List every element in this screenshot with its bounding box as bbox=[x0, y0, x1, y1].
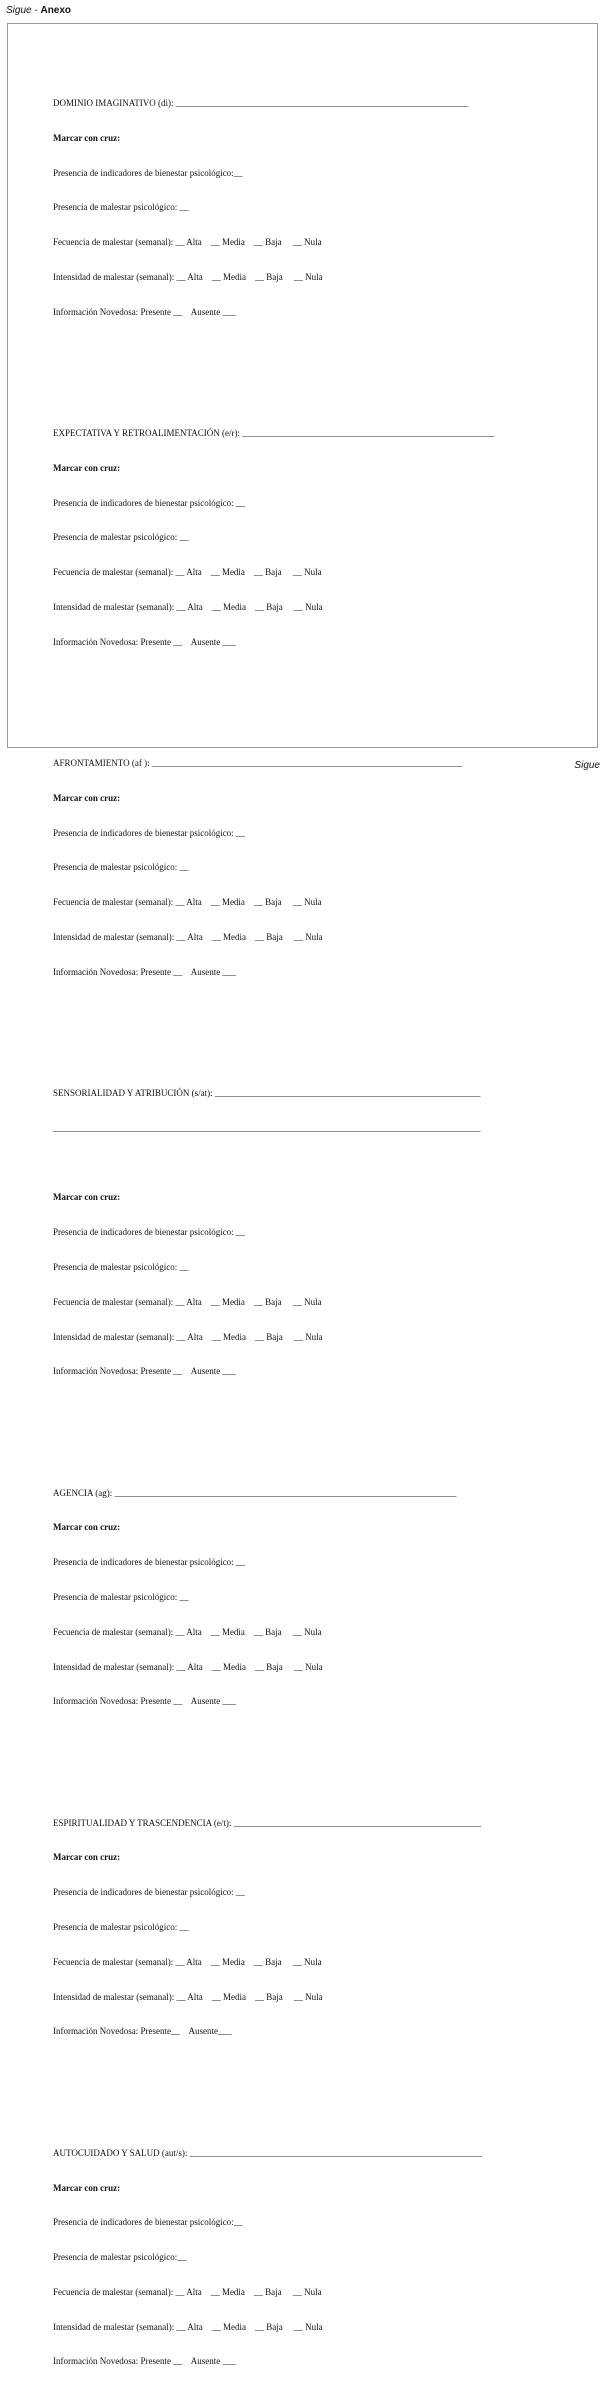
section-autocuidado bbox=[53, 2125, 523, 2392]
intensidad-line: Intensidad de malestar (semanal): __ Alta __ Media __ Baja __ Nula bbox=[53, 601, 323, 612]
malestar-line: Presencia de malestar psicológico: __ bbox=[53, 532, 189, 543]
section-agencia bbox=[53, 1464, 523, 1731]
intensidad-line: Intensidad de malestar (semanal): __ Alta __ Media __ Baja __ Nula bbox=[53, 271, 323, 282]
bienestar-line: Presencia de indicadores de bienestar psicológico: __ bbox=[53, 827, 245, 838]
bienestar-line: Presencia de indicadores de bienestar psicológico: __ bbox=[53, 497, 245, 508]
novedosa-line: Información Novedosa: Presente __ Ausente ___ bbox=[53, 636, 236, 647]
marcar-label: Marcar con cruz: bbox=[53, 2182, 121, 2193]
novedosa-line: Información Novedosa: Presente__ Ausente___ bbox=[53, 2026, 232, 2037]
section-title: AGENCIA (ag): ____________________________________________________________________________ bbox=[53, 1487, 457, 1498]
section-title: ESPIRITUALIDAD Y TRASCENDENCIA (e/t): _______________________________________________________ bbox=[53, 1817, 482, 1828]
malestar-line: Presencia de malestar psicológico: __ bbox=[53, 1592, 189, 1602]
section-title: AUTOCUIDADO Y SALUD (aut/s): _________________________________________________________________ bbox=[53, 2147, 483, 2158]
header-title: Anexo bbox=[40, 5, 72, 16]
bienestar-line: Presencia de indicadores de bienestar psicológico:__ bbox=[53, 2217, 243, 2228]
malestar-line: Presencia de malestar psicológico: __ bbox=[53, 1261, 189, 1272]
header-prefix: Sigue - bbox=[6, 5, 41, 16]
frecuencia-line: Fecuencia de malestar (semanal): __ Alta __ Media __ Baja __ Nula bbox=[53, 1296, 322, 1307]
novedosa-line: Información Novedosa: Presente __ Ausente ___ bbox=[53, 1366, 236, 1377]
marcar-label: Marcar con cruz: bbox=[53, 792, 121, 803]
section-title: AFRONTAMIENTO (af ): _____________________________________________________________________ bbox=[53, 758, 463, 769]
section-dominio-imaginativo bbox=[53, 75, 523, 342]
section-espiritualidad bbox=[53, 1795, 523, 2062]
bienestar-line: Presencia de indicadores de bienestar psicológico: __ bbox=[53, 1227, 245, 1238]
malestar-line: Presencia de malestar psicológico: __ bbox=[53, 862, 189, 873]
section-title: DOMINIO IMAGINATIVO (di): _________________________________________________________________ bbox=[53, 97, 469, 108]
page-footer: Sigue bbox=[574, 760, 600, 771]
novedosa-line: Información Novedosa: Presente __ Ausente ___ bbox=[53, 306, 236, 317]
bienestar-line: Presencia de indicadores de bienestar psicológico:__ bbox=[53, 167, 243, 178]
marcar-label: Marcar con cruz: bbox=[53, 1852, 121, 1863]
malestar-line: Presencia de malestar psicológico: __ bbox=[53, 1922, 189, 1933]
malestar-line: Presencia de malestar psicológico:__ bbox=[53, 2252, 187, 2263]
form-content bbox=[53, 40, 523, 2403]
intensidad-line: Intensidad de malestar (semanal): __ Alta __ Media __ Baja __ Nula bbox=[53, 1661, 323, 1672]
intensidad-line: Intensidad de malestar (semanal): __ Alta __ Media __ Baja __ Nula bbox=[53, 2321, 323, 2332]
section-title: SENSORIALIDAD Y ATRIBUCIÓN (s/at): ___________________________________________________________ bbox=[53, 1088, 481, 1099]
section-expectativa bbox=[53, 405, 523, 672]
bienestar-line: Presencia de indicadores de bienestar psicológico: __ bbox=[53, 1557, 245, 1568]
marcar-label: Marcar con cruz: bbox=[53, 1522, 121, 1533]
intensidad-line: Intensidad de malestar (semanal): __ Alta __ Media __ Baja __ Nula bbox=[53, 1991, 323, 2002]
frecuencia-line: Fecuencia de malestar (semanal): __ Alta __ Media __ Baja __ Nula bbox=[53, 237, 322, 248]
section-sensorialidad bbox=[53, 1065, 523, 1401]
bienestar-line: Presencia de indicadores de bienestar psicológico: __ bbox=[53, 1887, 245, 1898]
section-afrontamiento bbox=[53, 735, 523, 1002]
section-title-continuation: _______________________________________________________________________________________________ bbox=[53, 1122, 481, 1133]
marcar-label: Marcar con cruz: bbox=[53, 1192, 121, 1203]
frecuencia-line: Fecuencia de malestar (semanal): __ Alta __ Media __ Baja __ Nula bbox=[53, 897, 322, 908]
novedosa-line: Información Novedosa: Presente __ Ausente ___ bbox=[53, 2356, 236, 2367]
intensidad-line: Intensidad de malestar (semanal): __ Alta __ Media __ Baja __ Nula bbox=[53, 931, 323, 942]
malestar-line: Presencia de malestar psicológico: __ bbox=[53, 202, 189, 213]
frecuencia-line: Fecuencia de malestar (semanal): __ Alta __ Media __ Baja __ Nula bbox=[53, 1626, 322, 1637]
frecuencia-line: Fecuencia de malestar (semanal): __ Alta __ Media __ Baja __ Nula bbox=[53, 1956, 322, 1967]
page-header bbox=[6, 5, 71, 16]
novedosa-line: Información Novedosa: Presente __ Ausente ___ bbox=[53, 966, 236, 977]
marcar-label: Marcar con cruz: bbox=[53, 132, 121, 143]
intensidad-line: Intensidad de malestar (semanal): __ Alta __ Media __ Baja __ Nula bbox=[53, 1331, 323, 1342]
section-title: EXPECTATIVA Y RETROALIMENTACIÓN (e/r): ________________________________________________________ bbox=[53, 428, 495, 438]
frecuencia-line: Fecuencia de malestar (semanal): __ Alta __ Media __ Baja __ Nula bbox=[53, 2286, 322, 2297]
spacer-line bbox=[53, 1158, 523, 1170]
marcar-label: Marcar con cruz: bbox=[53, 462, 121, 473]
novedosa-line: Información Novedosa: Presente __ Ausente ___ bbox=[53, 1696, 236, 1707]
frecuencia-line: Fecuencia de malestar (semanal): __ Alta __ Media __ Baja __ Nula bbox=[53, 567, 322, 578]
